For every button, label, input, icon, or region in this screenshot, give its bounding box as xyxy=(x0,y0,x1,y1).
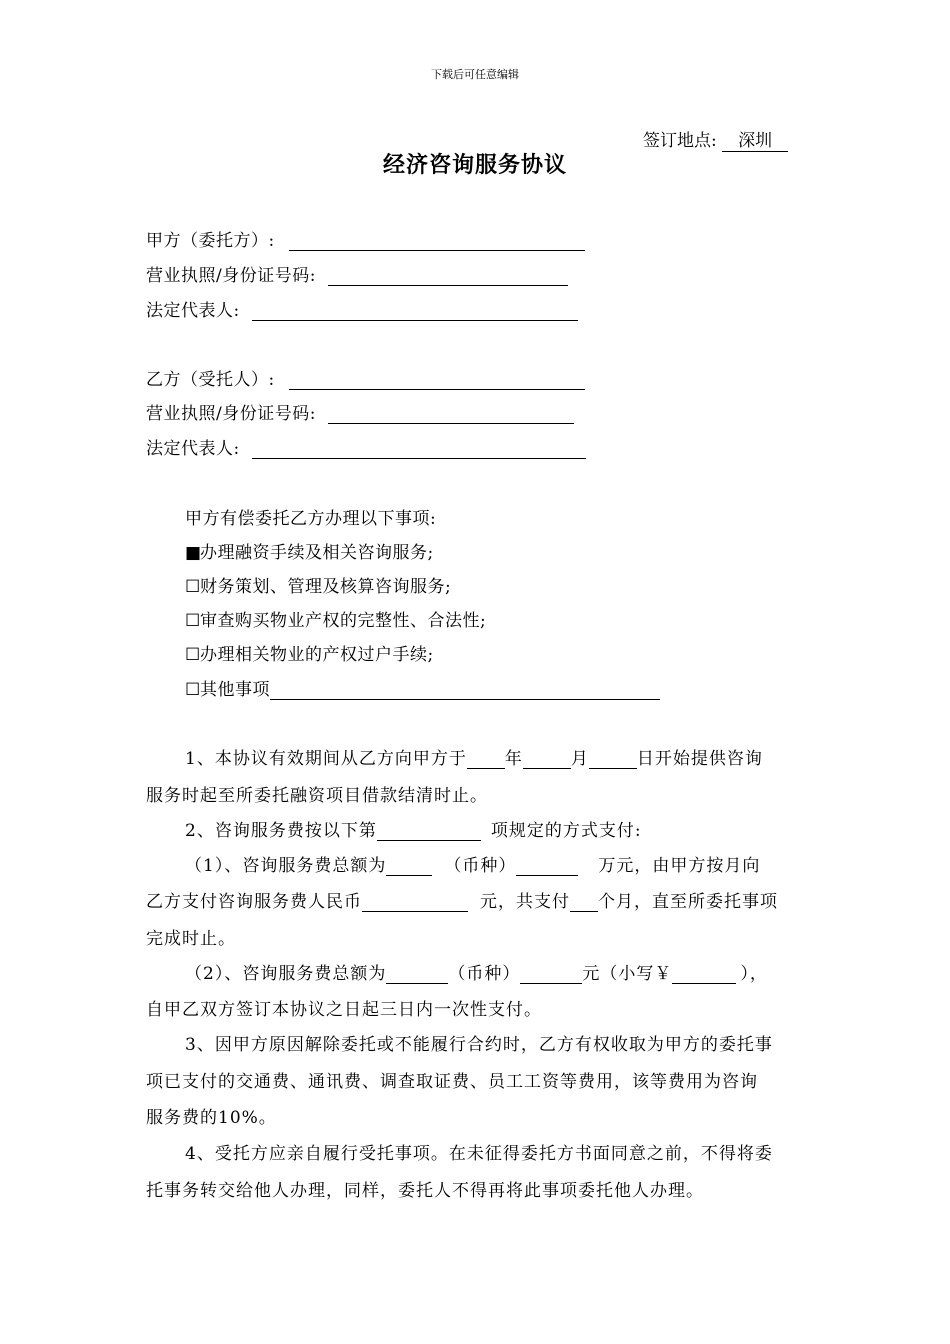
option-number-blank xyxy=(377,822,481,841)
clause-text: ）， xyxy=(740,964,768,984)
party-a-name-blank xyxy=(289,232,585,251)
clause-text: 月 xyxy=(570,749,589,769)
party-b-id-line xyxy=(146,399,574,424)
party-a-name-label: 甲方（委托方）: xyxy=(146,231,275,251)
clause-2-2-line-2: 自甲乙双方签订本协议之日起三日内一次性支付。 xyxy=(146,1000,542,1020)
clause-text: 日开始提供咨询 xyxy=(636,749,763,769)
clause-text: 乙方支付咨询服务费人民币 xyxy=(146,892,362,912)
matters-intro: 甲方有偿委托乙方办理以下事项: xyxy=(185,509,437,529)
party-a-name-line xyxy=(146,226,585,251)
months-blank xyxy=(570,893,598,912)
party-b-id-blank xyxy=(328,405,574,424)
clause-text: （2）、咨询服务费总额为 xyxy=(185,964,387,984)
header-note: 下载后可任意编辑 xyxy=(431,68,519,81)
clause-1-line-2: 服务时起至所委托融资项目借款结清时止。 xyxy=(146,786,488,806)
clause-text: 2、咨询服务费按以下第 xyxy=(185,821,377,841)
matter-item xyxy=(185,572,451,597)
amount-blank xyxy=(520,965,582,984)
unchecked-box-icon: ☐ xyxy=(185,680,201,700)
clause-2-1-line-2 xyxy=(146,887,806,912)
matter-item xyxy=(185,640,434,665)
clause-2-2-line-1 xyxy=(185,959,845,984)
party-b-name-label: 乙方（受托人）: xyxy=(146,370,275,390)
clause-2-line-1 xyxy=(185,816,845,841)
clause-4-line-2: 托事务转交给他人办理，同样，委托人不得再将此事项委托他人办理。 xyxy=(146,1181,704,1201)
party-b-id-label: 营业执照/身份证号码: xyxy=(146,404,316,424)
party-a-id-blank xyxy=(328,267,568,286)
sign-place-value: 深圳 xyxy=(722,131,788,152)
clause-1-line-1 xyxy=(185,744,845,769)
clause-text: 1、本协议有效期间从乙方向甲方于 xyxy=(185,749,467,769)
clause-3-line-1: 3、因甲方原因解除委托或不能履行合约时，乙方有权收取为甲方的委托事 xyxy=(185,1035,773,1055)
clause-text: （1）、咨询服务费总额为 xyxy=(185,856,387,876)
amount-words-blank xyxy=(672,965,736,984)
party-b-name-blank xyxy=(289,371,585,390)
matter-item-text: 财务策划、管理及核算咨询服务; xyxy=(200,577,452,597)
clause-3-line-3: 服务费的10%。 xyxy=(146,1108,277,1128)
clause-text: 个月，直至所委托事项 xyxy=(598,892,778,912)
clause-text: 年 xyxy=(504,749,523,769)
checked-box-icon: ■ xyxy=(185,543,202,563)
clause-text: （币种） xyxy=(444,856,517,876)
currency-blank xyxy=(516,857,578,876)
clause-4-line-1: 4、受托方应亲自履行受托事项。在未征得委托方书面同意之前，不得将委 xyxy=(185,1144,773,1164)
clause-text: 元，共支付 xyxy=(480,892,570,912)
party-b-rep-line xyxy=(146,434,586,459)
monthly-fee-blank xyxy=(362,893,468,912)
party-b-rep-label: 法定代表人: xyxy=(146,439,240,459)
matter-item-text: 审查购买物业产权的完整性、合法性; xyxy=(200,611,487,631)
party-a-rep-blank xyxy=(252,302,578,321)
day-blank xyxy=(589,750,637,769)
matter-item-text: 办理融资手续及相关咨询服务; xyxy=(200,543,434,563)
clause-3-line-2: 项已支付的交通费、通讯费、调查取证费、员工工资等费用，该等费用为咨询 xyxy=(146,1072,758,1092)
unchecked-box-icon: ☐ xyxy=(185,611,201,631)
total-fee-blank xyxy=(386,965,448,984)
document-title: 经济咨询服务协议 xyxy=(382,152,567,178)
clause-text: 项规定的方式支付: xyxy=(490,821,642,841)
matter-item xyxy=(185,538,434,563)
party-b-name-line xyxy=(146,365,585,390)
clause-text: （币种） xyxy=(448,964,521,984)
matter-item xyxy=(185,606,486,631)
matter-item-text: 其他事项 xyxy=(200,680,270,700)
other-matter-blank xyxy=(270,681,660,700)
sign-place-label: 签订地点: xyxy=(643,131,717,151)
matter-item-text: 办理相关物业的产权过户手续; xyxy=(200,645,434,665)
party-a-rep-label: 法定代表人: xyxy=(146,301,240,321)
clause-2-1-line-3: 完成时止。 xyxy=(146,929,236,949)
party-a-rep-line xyxy=(146,296,578,321)
matter-item xyxy=(185,675,660,700)
clause-2-1-line-1 xyxy=(185,851,845,876)
clause-text: 元（小写￥ xyxy=(582,964,673,984)
year-blank xyxy=(467,750,505,769)
party-a-id-line xyxy=(146,261,568,286)
unchecked-box-icon: ☐ xyxy=(185,577,201,597)
clause-text: 万元，由甲方按月向 xyxy=(598,856,761,876)
unchecked-box-icon: ☐ xyxy=(185,645,201,665)
month-blank xyxy=(523,750,571,769)
party-a-id-label: 营业执照/身份证号码: xyxy=(146,266,316,286)
party-b-rep-blank xyxy=(252,440,586,459)
total-fee-blank xyxy=(386,857,432,876)
